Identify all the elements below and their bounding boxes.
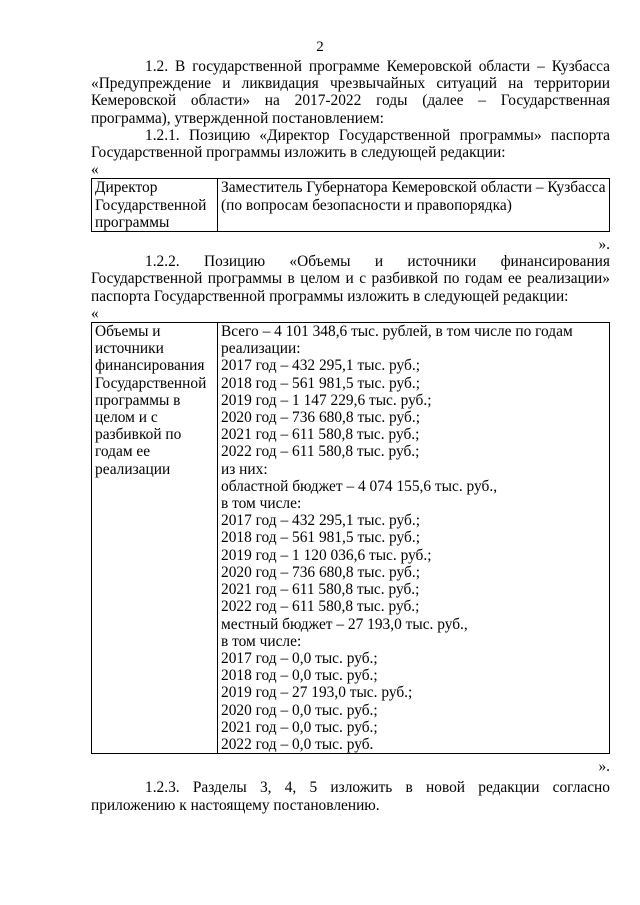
- quote-open-1: «: [91, 161, 99, 179]
- quote-open-2: «: [91, 304, 99, 322]
- director-table: [91, 178, 610, 232]
- document-body: [91, 58, 610, 814]
- funding-line: 2018 год – 561 981,5 тыс. руб.;: [221, 529, 420, 547]
- funding-line: 2021 год – 611 580,8 тыс. руб.;: [221, 426, 420, 444]
- funding-line: 2018 год – 0,0 тыс. руб.;: [221, 667, 378, 685]
- funding-line: 2019 год – 27 193,0 тыс. руб.;: [221, 684, 413, 702]
- funding-line: 2022 год – 611 580,8 тыс. руб.;: [221, 598, 420, 616]
- funding-line: 2020 год – 736 680,8 тыс. руб.;: [221, 563, 420, 581]
- director-value-cell: Заместитель Губернатора Кемеровской области – Кузбасса (по вопросам безопасности и правопорядка): [218, 179, 610, 232]
- funding-line: Всего – 4 101 348,6 тыс. рублей, в том числе по годам: [221, 323, 573, 341]
- funding-line: в том числе:: [221, 495, 302, 513]
- funding-line: 2019 год – 1 120 036,6 тыс. руб.;: [221, 546, 432, 564]
- funding-line: 2020 год – 736 680,8 тыс. руб.;: [221, 409, 420, 427]
- funding-line: реализации:: [221, 340, 301, 358]
- funding-line: 2022 год – 611 580,8 тыс. руб.;: [221, 443, 420, 461]
- funding-line: в том числе:: [221, 632, 302, 650]
- funding-line: местный бюджет – 27 193,0 тыс. руб.,: [221, 615, 468, 633]
- paragraph-1-2-2: 1.2.2. Позицию «Объемы и источники финансирования Государственной программы в целом и с разбивкой по годам ее реализации» паспорта Государственной программы изложить в следующей редакции:: [91, 253, 610, 305]
- page-number: 2: [316, 39, 324, 55]
- funding-line: 2021 год – 611 580,8 тыс. руб.;: [221, 581, 420, 599]
- funding-line: областной бюджет – 4 074 155,6 тыс. руб.,: [221, 477, 498, 495]
- table-row: [92, 323, 610, 754]
- funding-label-cell: Объемы и источники финансирования Государственной программы в целом и с разбивкой по годам ее реализации: [92, 323, 218, 754]
- funding-line: 2020 год – 0,0 тыс. руб.;: [221, 701, 378, 719]
- funding-line: 2019 год – 1 147 229,6 тыс. руб.;: [221, 391, 432, 409]
- funding-table: [91, 322, 610, 754]
- director-label-cell: Директор Государственной программы: [92, 179, 218, 232]
- funding-line: 2017 год – 0,0 тыс. руб.;: [221, 649, 378, 667]
- funding-line: 2018 год – 561 981,5 тыс. руб.;: [221, 374, 420, 392]
- funding-line: 2017 год – 432 295,1 тыс. руб.;: [221, 512, 420, 530]
- paragraph-1-2-1: 1.2.1. Позицию «Директор Государственной программы» паспорта Государственной программы изложить в следующей редакции:: [91, 126, 610, 162]
- paragraph-1-2-3: 1.2.3. Разделы 3, 4, 5 изложить в новой редакции согласно приложению к настоящему постановлению.: [91, 779, 610, 814]
- quote-close-1: ».: [598, 236, 610, 254]
- table-row: [92, 179, 610, 232]
- quote-close-2: ».: [598, 758, 610, 776]
- funding-line: 2021 год – 0,0 тыс. руб.;: [221, 718, 378, 736]
- funding-line: из них:: [221, 460, 268, 478]
- funding-value-cell: [218, 323, 610, 754]
- funding-line: 2017 год – 432 295,1 тыс. руб.;: [221, 357, 420, 375]
- funding-line: 2022 год – 0,0 тыс. руб.: [221, 735, 374, 753]
- paragraph-1-2: 1.2. В государственной программе Кемеровской области – Кузбасса «Предупреждение и ликвидация чрезвычайных ситуаций на территории Кемеровской области» на 2017-2022 годы (далее – Государственная программа), утвержденной постановлением:: [91, 58, 610, 127]
